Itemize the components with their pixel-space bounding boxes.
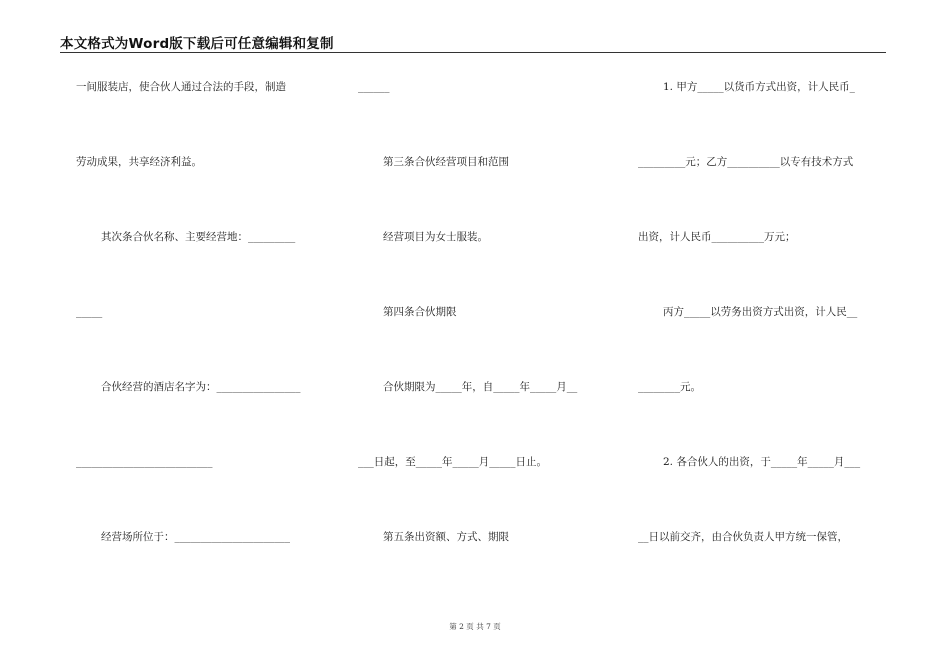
left-line-7: 经营场所位于：______________________ [101,531,290,543]
middle-line-2: 第三条合伙经营项目和范围 [383,156,509,168]
page-header [60,34,886,53]
page-number: 第 2 页 共 7 页 [449,622,501,631]
right-line-6: 2. 各合伙人的出资，于_____年_____月___ [663,456,861,468]
right-line-5: ________元。 [638,381,701,393]
left-line-5: 合伙经营的酒店名字为：________________ [101,381,301,393]
middle-line-6: ___日起，至_____年_____月_____日止。 [358,456,547,468]
right-line-3: 出资，计人民币__________万元； [638,231,796,243]
right-line-1: 1. 甲方_____以货币方式出资，计人民币_ [663,81,855,93]
right-line-2: _________元；乙方__________以专有技术方式 [638,156,854,168]
header-title: 本文格式为Word版下载后可任意编辑和复制 [60,36,334,52]
middle-line-5: 合伙期限为_____年，自_____年_____月__ [383,381,578,393]
right-line-7: __日以前交齐，由合伙负责人甲方统一保管， [638,531,848,543]
left-line-3: 其次条合伙名称、主要经营地：_________ [101,231,296,243]
middle-line-1: ______ [358,81,390,93]
middle-line-3: 经营项目为女士服装。 [383,231,488,243]
right-line-4: 丙方_____以劳务出资方式出资，计人民__ [663,306,858,318]
middle-line-7: 第五条出资额、方式、期限 [383,531,509,543]
left-line-1: 一间服装店，使合伙人通过合法的手段，制造 [76,81,286,93]
middle-line-4: 第四条合伙期限 [383,306,457,318]
left-line-2: 劳动成果，共享经济利益。 [76,156,202,168]
left-line-4: _____ [76,306,103,318]
left-line-6: __________________________ [76,456,213,468]
